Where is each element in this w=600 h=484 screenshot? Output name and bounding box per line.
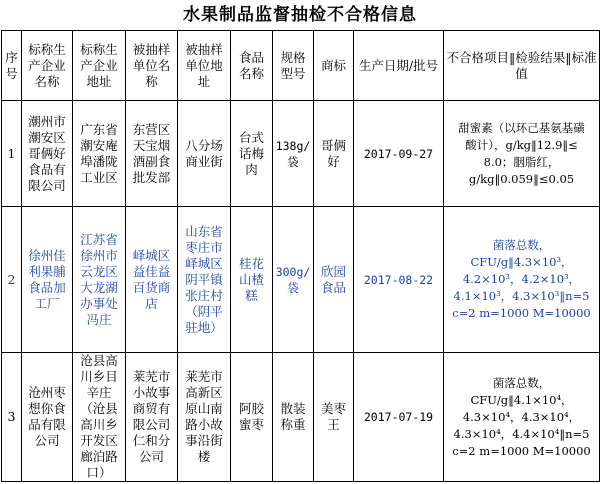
brand: 哥俩好: [314, 101, 354, 207]
spec: 300g/袋: [273, 207, 314, 353]
maker-name: 徐州佳利果脯食品加工厂: [22, 207, 73, 353]
result-line: 甜蜜素（以环己基氨基磺: [458, 120, 585, 135]
food-name: 桂花山楂糕: [231, 207, 273, 353]
brand: 欣园食品: [314, 207, 354, 353]
maker-name: 潮州市潮安区哥俩好食品有限公司: [22, 101, 73, 207]
result-line: 8.0；胭脂红，: [483, 154, 560, 169]
header-cell: 被抽样单位地址: [178, 31, 231, 101]
production-date: 2017-08-22: [354, 207, 444, 353]
result-line: 4.3×10⁴，4.3×10⁴，: [462, 409, 581, 424]
maker-address: 江苏省徐州市云龙区大龙湖办事处冯庄: [73, 207, 126, 353]
table-row: [2, 101, 600, 207]
header-cell: 标称生产企业地址: [73, 31, 126, 101]
maker-name: 沧州枣想你食品有限公司: [22, 353, 73, 482]
header-cell: 标称生产企业名称: [22, 31, 73, 101]
maker-address: 广东省潮安庵埠潘陇工业区: [73, 101, 126, 207]
result-line: 4.3×10⁴，4.4×10⁴‖n=5: [453, 426, 590, 441]
row-number: 3: [2, 353, 22, 482]
result-line: 菌落总数，: [492, 238, 551, 252]
result-line: 4.2×10³，4.2×10³，: [462, 272, 581, 286]
sampled-unit-name: 莱芜市小故事商贸有限公司仁和分公司: [126, 353, 178, 482]
test-result: [444, 353, 600, 482]
header-cell: 规格型号: [273, 31, 314, 101]
header-cell: 生产日期/批号: [354, 31, 444, 101]
sampled-unit-address: 山东省枣庄市峄城区阴平镇张庄村（阴平驻地）: [178, 207, 231, 353]
sampled-unit-name: 峄城区益佳益百货商店: [126, 207, 178, 353]
result-line: 菌落总数，: [492, 375, 551, 390]
spec: 散装称重: [273, 353, 314, 482]
brand: 美枣王: [314, 353, 354, 482]
table-row: [2, 207, 600, 353]
table-header-row: [2, 31, 600, 101]
header-cell: 商标: [314, 31, 354, 101]
result-line: CFU/g‖4.1×10⁴，: [470, 392, 573, 407]
production-date: 2017-09-27: [354, 101, 444, 207]
header-cell: 序号: [2, 31, 22, 101]
header-cell: 食品名称: [231, 31, 273, 101]
header-cell: 不合格项目‖检验结果‖标准值: [444, 31, 600, 101]
food-name: 台式话梅肉: [231, 101, 273, 207]
food-name: 阿胶蜜枣: [231, 353, 273, 482]
row-number: 2: [2, 207, 22, 353]
spec: 138g/袋: [273, 101, 314, 207]
result-line: c=2 m=1000 M=10000: [452, 443, 591, 458]
sampled-unit-address: 八分场商业街: [178, 101, 231, 207]
maker-address: 沧县高川乡目辛庄（沧县高川乡开发区廊泊路口）: [73, 353, 126, 482]
result-line: c=2 m=1000 M=10000: [452, 306, 591, 320]
row-number: 1: [2, 101, 22, 207]
production-date: 2017-07-19: [354, 353, 444, 482]
sampled-unit-name: 东营区天宝烟酒副食批发部: [126, 101, 178, 207]
test-result: [444, 101, 600, 207]
result-line: 4.1×10³，4.3×10³‖n=5: [453, 289, 590, 303]
result-line: 酸计），g/kg‖12.9‖≤: [465, 137, 578, 152]
page-title: 水果制品监督抽检不合格信息: [183, 5, 417, 25]
result-line: CFU/g‖4.3×10³，: [470, 255, 573, 269]
header-cell: 被抽样单位名称: [126, 31, 178, 101]
inspection-table: [1, 30, 600, 482]
test-result: [444, 207, 600, 353]
result-line: g/kg‖0.059‖≤0.05: [468, 171, 575, 186]
sampled-unit-address: 莱芜市高新区原山南路小故事沿街楼: [178, 353, 231, 482]
table-row: [2, 353, 600, 482]
